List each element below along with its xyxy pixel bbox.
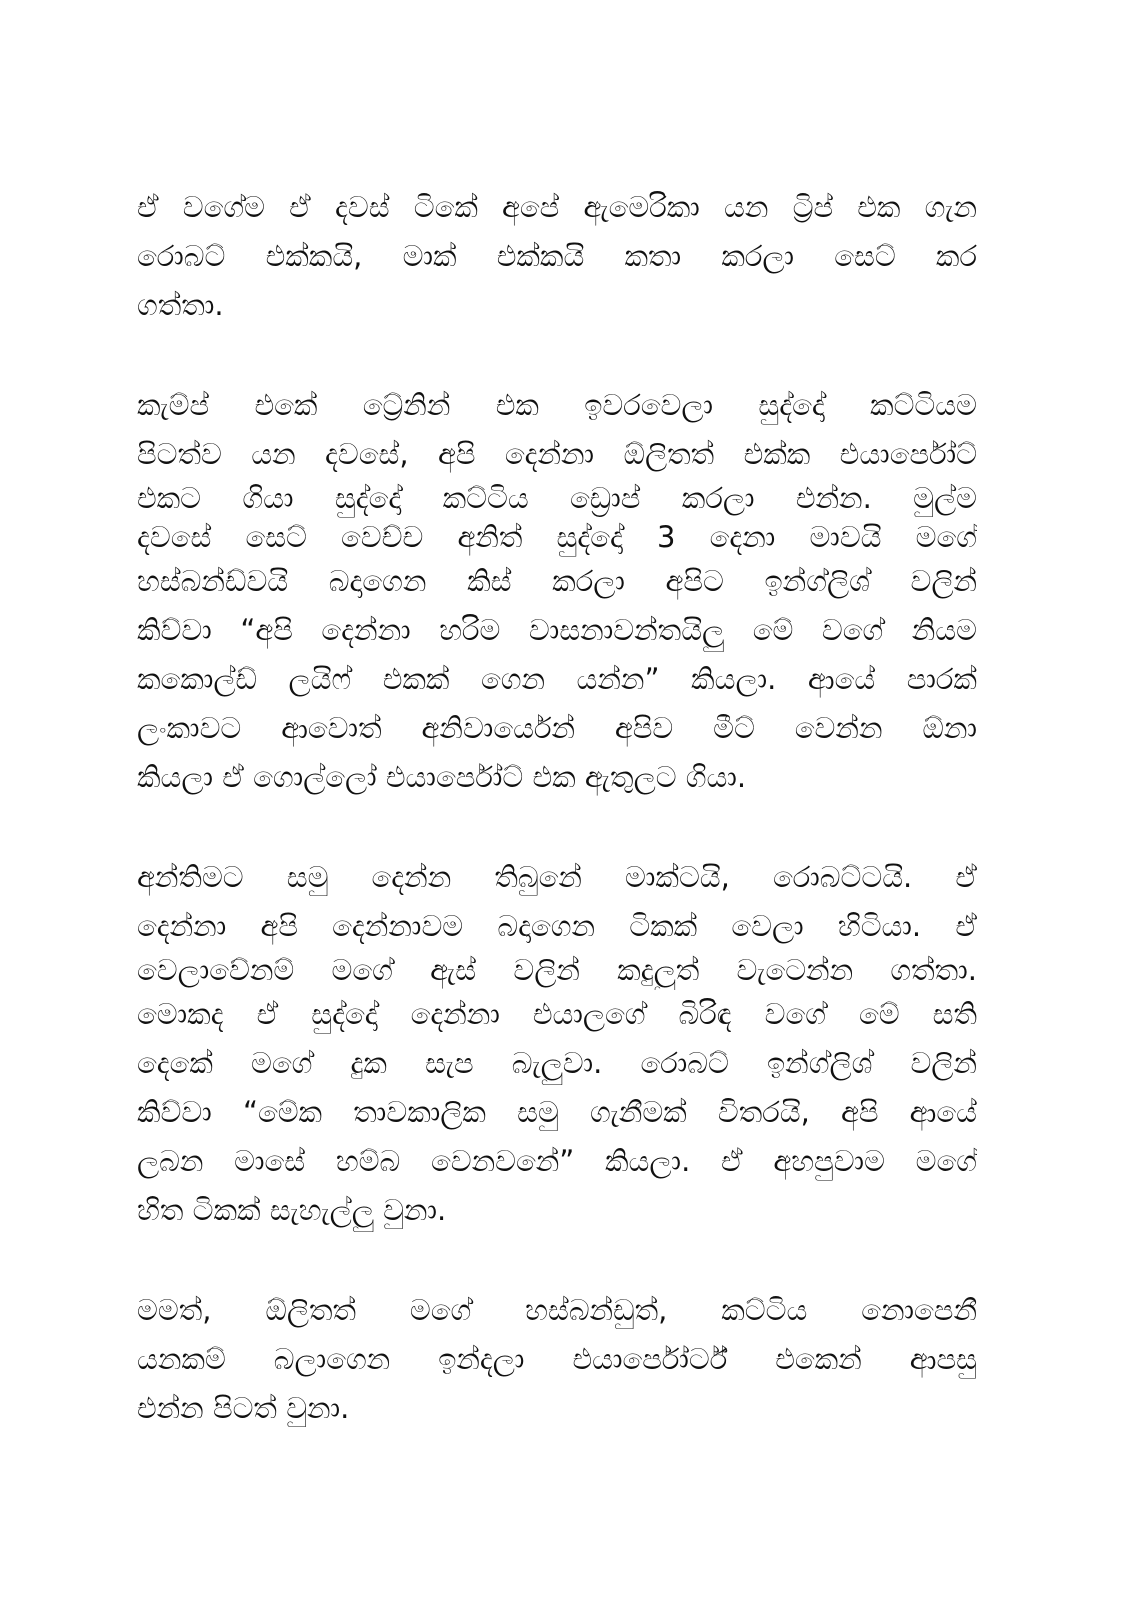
- text-line: යනකම් බලාගෙන ඉන්දලා එයාර්පෝර්ට් එකෙන් ආපසු: [137, 1342, 977, 1376]
- text-line: පිටත්ව යන දවසේ, අපි දෙන්නා ඕලිතත් එක්ක එයාර්පෝට්: [137, 437, 977, 471]
- paragraph-1: [137, 183, 977, 330]
- paragraph-4: [137, 1286, 977, 1433]
- text-line: මොකද ඒ සුද්දෝ දෙන්නා එයාලගේ බිරිඳ වගේ මේ සති: [137, 997, 977, 1031]
- text-line: ගත්තා.: [137, 288, 224, 322]
- text-line: වෙලාවේනම් මගේ ඇස් වලින් කදුලුත් වැටෙන්න ගත්තා.: [137, 953, 977, 987]
- text-line: කිව්වා “අපි දෙන්නා හරිම වාසනාවන්තයිලු මේ වගේ නියම: [137, 613, 977, 647]
- text-line: ඒ වගේම ඒ දවස් ටිකේ අපේ ඇමෙරිකා යන ට්‍රිප් එක ගැන: [137, 190, 977, 224]
- text-line: රොබට් එක්කයි, මාක් එක්කයි කතා කරලා සෙට් කර: [137, 239, 977, 273]
- document-body: [137, 183, 977, 1484]
- text-line: එකට ගියා සුද්දෝ කට්ටිය ඩ්‍රොප් කරලා එන්න. මුල්ම: [137, 481, 977, 515]
- paragraph-2: [137, 381, 977, 802]
- text-line: එන්න පිටත් වුනා.: [137, 1391, 350, 1425]
- text-line: ලබන මාසේ හම්බ වෙනවනේ” කියලා. ඒ අහපුවාම මගේ: [137, 1144, 977, 1178]
- text-line: දෙන්නා අපි දෙන්නාවම බදාගෙන ටිකක් වෙලා හිටියා. ඒ: [137, 909, 977, 943]
- text-line: කකොල්ඩ් ලයිෆ් එකක් ගෙන යන්න” කියලා. ආයේ පාරක්: [137, 662, 977, 696]
- text-line: හිත ටිකක් සැහැල්ලු වුනා.: [137, 1193, 447, 1227]
- text-line: මමත්, ඕලිතත් මගේ හස්බන්ඩුත්, කට්ටිය නොපෙනී: [137, 1293, 977, 1327]
- paragraph-3: [137, 853, 977, 1235]
- text-line: හස්බන්ඩ්වයි බදාගෙන කිස් කරලා අපිට ඉන්ග්ලිශ් වලින්: [137, 564, 977, 598]
- text-line: කැම්ප් එකේ ට්‍රේනින් එක ඉවරවෙලා සුද්දෝ කට්ටියම: [137, 388, 977, 422]
- text-line: දවසේ සෙට් වෙච්ච අනිත් සුද්දෝ 3 දෙනා මාවයි මගේ: [137, 520, 977, 554]
- text-line: දෙකේ මගේ දුක සැප බැලුවා. රොබට් ඉන්ග්ලිශ් වලින්: [137, 1046, 977, 1080]
- text-line: ලංකාවට ආවොත් අනිවාර්යෙන් අපිව මීට් වෙන්න ඕනා: [137, 711, 977, 745]
- text-line: කියලා ඒ ගොල්ලෝ එයාර්පෝට් එක ඇතුලට ගියා.: [137, 760, 747, 794]
- text-line: කිව්වා “මේක තාවකාලික සමු ගැනීමක් විතරයි, අපි ආයේ: [137, 1095, 977, 1129]
- text-line: අන්තිමට සමු දෙන්න තිබුනේ මාක්ටයි, රොබට්ටයි. ඒ: [137, 860, 977, 894]
